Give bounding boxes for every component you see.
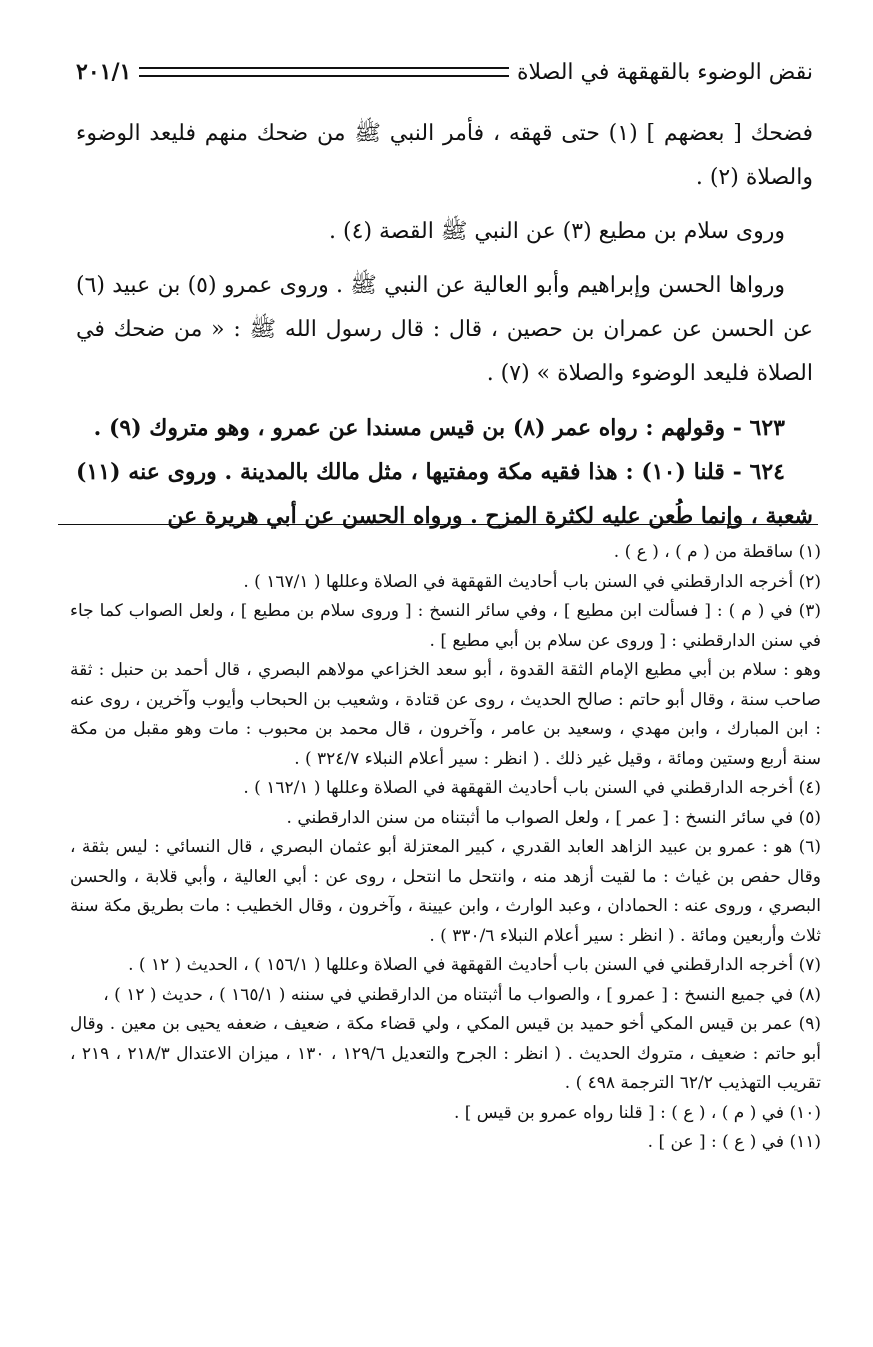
footnote: (١٠) في ( م ) ، ( ع ) : [ قلنا رواه عمرو بن قيس ] .	[453, 1102, 821, 1123]
paragraph: وروى سلام بن مطيع (٣) عن النبي ﷺ القصة (٤) .	[329, 219, 785, 244]
paragraph: ٦٢٤ - قلنا (١٠) : هذا فقيه مكة ومفتيها ، مثل مالك بالمدينة . وروى عنه (١١) شعبة ، وإنما طُعن عليه لكثرة المزح . ورواه الحسن عن أبي هريرة عن	[76, 459, 813, 529]
paragraph: ورواها الحسن وإبراهيم وأبو العالية عن النبي ﷺ . وروى عمرو (٥) بن عبيد (٦) عن الحسن عن عمران بن حصين ، قال : قال رسول الله ﷺ : « من ضحك في الصلاة فليعد الوضوء والصلاة » (٧) .	[76, 273, 813, 386]
paragraph: فضحك [ بعضهم ] (١) حتى قهقه ، فأمر النبي ﷺ من ضحك منهم فليعد الوضوء والصلاة (٢) .	[76, 121, 814, 190]
footnote-separator	[58, 524, 818, 525]
footnote: (٨) في جميع النسخ : [ عمرو ] ، والصواب ما أثبتناه من الدارقطني في سننه ( ١٦٥/١ ) ، حديث ( ١٢ ) ،	[103, 984, 821, 1005]
footnote: (٢) أخرجه الدارقطني في السنن باب أحاديث القهقهة في الصلاة وعللها ( ١٦٧/١ ) .	[243, 571, 821, 592]
footnote: (٧) أخرجه الدارقطني في السنن باب أحاديث القهقهة في الصلاة وعللها ( ١٥٦/١ ) ، الحديث ( ١٢ ) .	[128, 955, 821, 975]
header-rule	[139, 67, 509, 77]
page-number: ٢٠١/١	[76, 59, 132, 85]
chapter-title: نقض الوضوء بالقهقهة في الصلاة	[516, 59, 813, 85]
footnote: (٤) أخرجه الدارقطني في السنن باب أحاديث القهقهة في الصلاة وعللها ( ١٦٢/١ ) .	[243, 778, 821, 798]
footnotes	[70, 538, 821, 1158]
main-text	[76, 112, 813, 538]
footnote: (٥) في سائر النسخ : [ عمر ] ، ولعل الصواب ما أثبتناه من سنن الدارقطني .	[286, 807, 821, 828]
footnote: (١) ساقطة من ( م ) ، ( ع ) .	[613, 542, 821, 562]
footnote: وهو : سلام بن أبي مطيع الإمام الثقة القدوة ، أبو سعد الخزاعي مولاهم البصري ، قال أحمد بن حنبل : ثقة صاحب سنة ، وقال أبو حاتم : صالح الحديث ، روى عن قتادة ، وشعيب بن الحبحاب وأيوب وآخرين ، روى عنه : ابن المبارك ، وابن مهدي ، وسعيد بن عامر ، وآخرون ، قال محمد بن محبوب : مات وهو مقبل من مكة سنة أربع وستين ومائة ، وقيل غير ذلك . ( انظر : سير أعلام النبلاء ٣٢٤/٧ ) .	[70, 660, 821, 769]
paragraph: ٦٢٣ - وقولهم : رواه عمر (٨) بن قيس مسندا عن عمرو ، وهو متروك (٩) .	[93, 415, 785, 441]
footnote: (١١) في ( ع ) : [ عن ] .	[647, 1132, 821, 1152]
footnote: (٩) عمر بن قيس المكي أخو حميد بن قيس المكي ، ولي قضاء مكة ، ضعيف ، ضعفه يحيى بن معين . وقال أبو حاتم : ضعيف ، متروك الحديث . ( انظر : الجرح والتعديل ١٢٩/٦ ، ١٣٠ ، ميزان الاعتدال ٢١٨/٣ ، ٢١٩ ، تقريب التهذيب ٦٢/٢ الترجمة ٤٩٨ ) .	[70, 1014, 822, 1093]
running-header	[76, 52, 813, 92]
footnote: (٦) هو : عمرو بن عبيد الزاهد العابد القدري ، كبير المعتزلة أبو عثمان البصري ، قال النسائي : ليس بثقة ، وقال حفص بن غياث : ما لقيت أزهد منه ، وانتحل ما انتحل ، روى عن : أبي العالية ، وأبي قلابة ، والحسن البصري ، وروى عنه : الحمادان ، وعبد الوارث ، وابن عيينة ، وآخرون ، وقال الخطيب : مات بطريق مكة سنة ثلاث وأربعين ومائة . ( انظر : سير أعلام النبلاء ٣٣٠/٦ ) .	[70, 837, 821, 946]
footnote: (٣) في ( م ) : [ فسألت ابن مطيع ] ، وفي سائر النسخ : [ وروى سلام بن مطيع ] ، ولعل الصواب كما جاء في سنن الدارقطني : [ وروى عن سلام بن أبي مطيع ] .	[70, 601, 821, 651]
